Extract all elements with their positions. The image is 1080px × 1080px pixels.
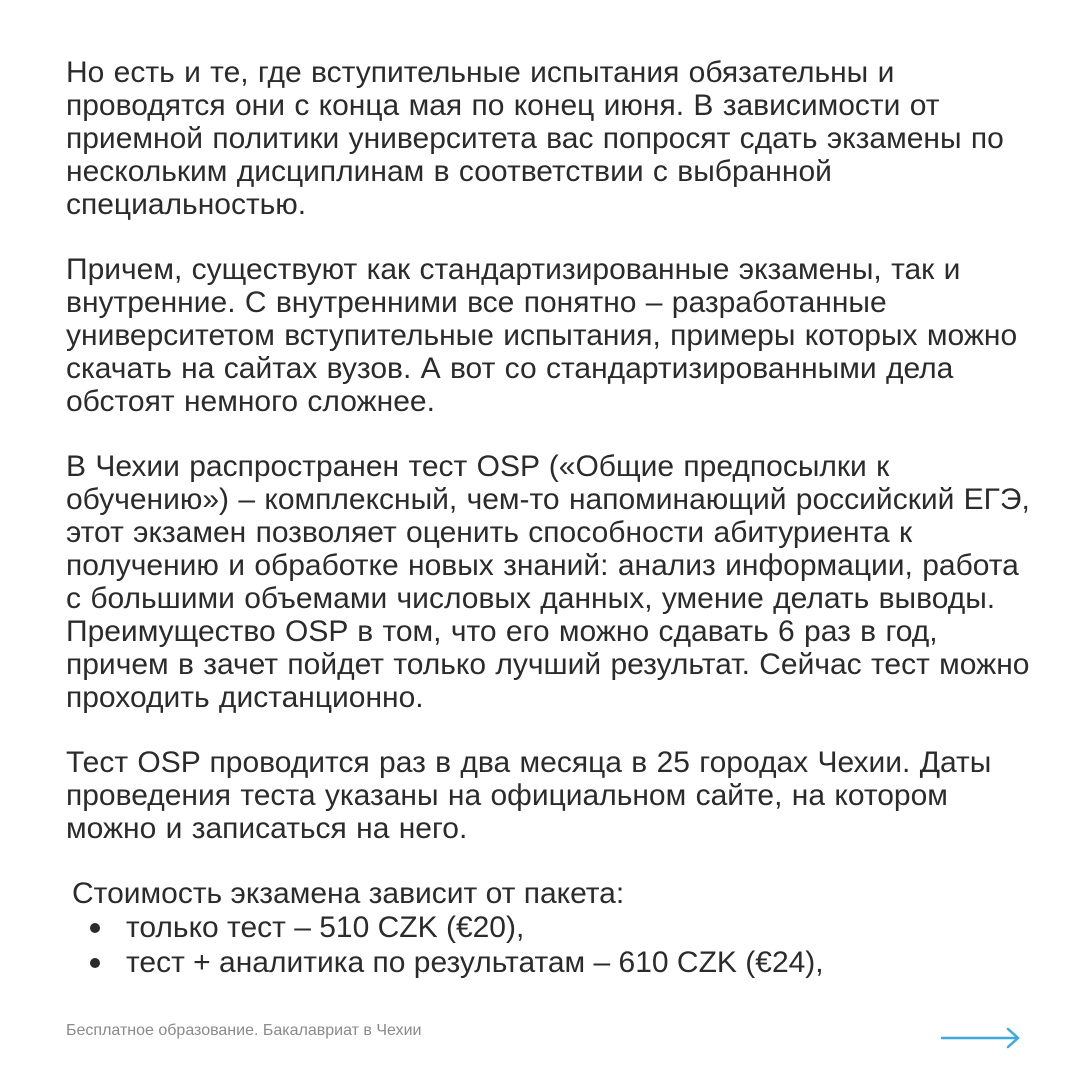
paragraph-2: Причем, существуют как стандартизированные экзамены, так и внутренние. С внутренними все понятно – разработанные университетом вступительные испытания, примеры которых можно скачать на сайтах вузов. А вот со стандартизированными дела обстоят немного сложнее.	[66, 253, 1018, 418]
cost-item-label: тест + аналитика по результатам – 610 CZK (€24),	[126, 946, 824, 979]
article-body	[66, 56, 1036, 980]
cost-list	[66, 910, 1036, 980]
bullet-icon	[90, 958, 100, 968]
cost-item-label: только тест – 510 CZK (€20),	[126, 911, 525, 944]
cost-item	[90, 910, 1036, 945]
bullet-icon	[90, 923, 100, 933]
cost-item	[90, 945, 1036, 980]
footer-caption: Бесплатное образование. Бакалавриат в Чехии	[66, 1022, 422, 1039]
arrow-right-icon[interactable]	[940, 1026, 1022, 1050]
paragraph-1: Но есть и те, где вступительные испытания обязательны и проводятся они с конца мая по конец июня. В зависимости от приемной политики университета вас попросят сдать экзамены по нескольким дисциплинам в соответствии с выбранной специальностью.	[66, 56, 1004, 221]
paragraph-4: Тест OSP проводится раз в два месяца в 25 городах Чехии. Даты проведения теста указаны на официальном сайте, на котором можно и записаться на него.	[66, 746, 992, 845]
paragraph-3: В Чехии распространен тест OSP («Общие предпосылки к обучению») – комплексный, чем-то напоминающий российский ЕГЭ, этот экзамен позволяет оценить способности абитуриента к получению и обработке новых знаний: анализ информации, работа с большими объемами числовых данных, умение делать выводы. Преимущество OSP в том, что его можно сдавать 6 раз в год, причем в зачет пойдет только лучший результат. Сейчас тест можно проходить дистанционно.	[66, 450, 1030, 714]
cost-title: Стоимость экзамена зависит от пакета:	[72, 877, 625, 910]
